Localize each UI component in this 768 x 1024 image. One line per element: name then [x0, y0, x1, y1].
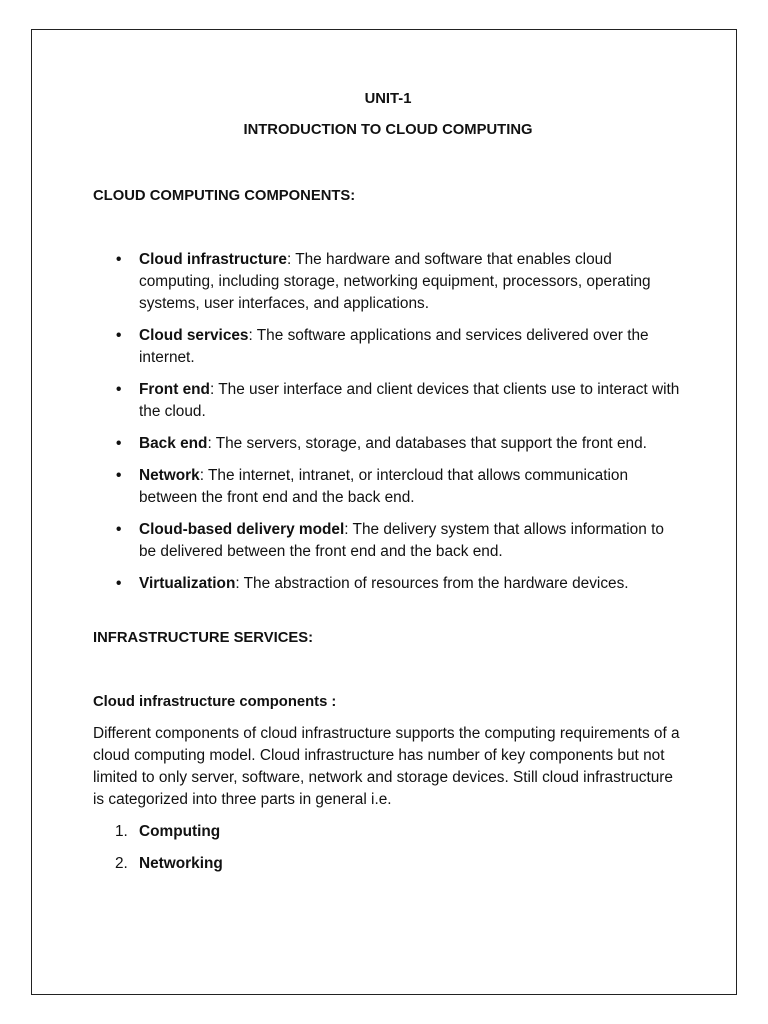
item-term: Back end: [139, 435, 208, 452]
item-description: : The software applications and services delivered over the internet.: [139, 327, 649, 366]
bullet: •: [116, 521, 122, 538]
components-heading: CLOUD COMPUTING COMPONENTS:: [93, 188, 356, 204]
list-item: [93, 433, 683, 455]
infrastructure-heading: INFRASTRUCTURE SERVICES:: [93, 630, 314, 646]
list-item: [93, 573, 683, 595]
list-item: [93, 465, 683, 509]
list-item: [93, 853, 683, 875]
bullet: •: [116, 575, 122, 592]
item-term: Front end: [139, 381, 210, 398]
item-term: Network: [139, 467, 200, 484]
item-label: Computing: [139, 823, 221, 840]
item-description: : The internet, intranet, or intercloud that allows communication between the front end and the back end.: [139, 467, 629, 506]
bullet: •: [116, 327, 122, 344]
item-term: Cloud services: [139, 327, 249, 344]
list-item: [93, 379, 683, 423]
item-description: : The hardware and software that enables cloud computing, including storage, networking equipment, processors, operating systems, user interfaces, and applications.: [139, 251, 651, 312]
item-number: 2.: [115, 855, 128, 872]
item-description: : The user interface and client devices that clients use to interact with the cloud.: [139, 381, 680, 420]
list-item: [93, 519, 683, 563]
list-item: [93, 249, 683, 315]
bullet: •: [116, 251, 122, 268]
item-term: Cloud infrastructure: [139, 251, 287, 268]
parts-list: [93, 821, 683, 875]
list-item: [93, 325, 683, 369]
item-number: 1.: [115, 823, 128, 840]
components-list: [93, 249, 683, 595]
item-term: Cloud-based delivery model: [139, 521, 345, 538]
body-paragraph: Different components of cloud infrastructure supports the computing requirements of a cloud computing model. Cloud infrastructure has number of key components but not limited to only server, software, network and storage devices. Still cloud infrastructure is categorized into three parts in general i.e.: [93, 725, 680, 808]
bullet: •: [116, 467, 122, 484]
list-item: [93, 821, 683, 843]
document-content: [93, 88, 683, 885]
item-description: : The servers, storage, and databases that support the front end.: [207, 435, 647, 452]
item-description: : The delivery system that allows information to be delivered between the front end and the back end.: [139, 521, 664, 560]
unit-label: UNIT-1: [364, 91, 412, 107]
item-term: Virtualization: [139, 575, 236, 592]
infrastructure-components-heading: Cloud infrastructure components :: [93, 694, 337, 710]
item-description: : The abstraction of resources from the hardware devices.: [235, 575, 629, 592]
bullet: •: [116, 381, 122, 398]
bullet: •: [116, 435, 122, 452]
document-title: INTRODUCTION TO CLOUD COMPUTING: [243, 122, 533, 138]
item-label: Networking: [139, 855, 223, 872]
